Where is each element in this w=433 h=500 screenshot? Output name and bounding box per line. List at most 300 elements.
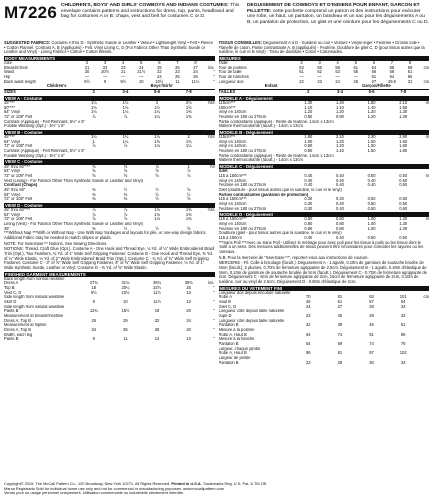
row-value: — [84, 74, 90, 80]
row-value: 21 [84, 64, 90, 70]
row-label: Pantalon B [218, 360, 239, 365]
row-value: 32 [154, 317, 160, 323]
row-value: 93 [369, 294, 374, 300]
row-value: ⅞ [123, 207, 128, 213]
row-value: 24 [157, 74, 162, 80]
sizes-label: SIZES [4, 90, 16, 95]
row-value: 64 [306, 331, 311, 337]
row-value: 1⅛ [154, 143, 160, 149]
row-value: 13 [186, 289, 191, 295]
english-column [4, 41, 215, 481]
row-unit: " [213, 299, 215, 305]
row-value: 1⅛ [122, 104, 129, 110]
row-value: 31 [407, 78, 413, 84]
row-label: Feutrine en 180 ou 275cm [218, 183, 267, 188]
row-value: 10½ [121, 289, 130, 295]
row-value: 10 [138, 78, 144, 84]
row-unit [419, 227, 429, 232]
row-value: ⅜ [92, 225, 96, 231]
row-value: 0.50 [399, 177, 408, 183]
row-value: 1⅜ [185, 207, 192, 213]
row-value: 2.30 [367, 134, 376, 140]
row-value: 1.30 [399, 113, 408, 119]
row-value: 57 [369, 299, 374, 305]
row-unit: " [213, 69, 215, 75]
row-value: 0.50 [367, 205, 376, 211]
size-group-b: Garçon/Fillette [362, 83, 391, 89]
row-label: Skirt D [4, 300, 17, 305]
row-value: 1.50 [367, 148, 376, 154]
row-value: 1¼ [122, 99, 129, 105]
suggested-fabrics [4, 41, 215, 55]
row-value: 27 [193, 64, 198, 70]
row-value: 33 [400, 359, 406, 365]
view-a-bar: VIEW A - Costume [4, 96, 215, 101]
size-value: 2 [307, 89, 310, 95]
french-column [219, 41, 430, 481]
row-value: 0.40 [304, 172, 313, 178]
row-value: 38 [154, 327, 160, 332]
row-value: 34 [91, 327, 97, 332]
row-value: 12 [154, 336, 160, 342]
row-value: 0.40 [304, 234, 313, 240]
view-d-bar: VIEW D - Costume [4, 203, 215, 208]
row-value: 7 [390, 60, 394, 66]
row-label: Dress A, Top B [4, 328, 32, 332]
row-value: 24 [138, 64, 144, 70]
row-value: 3 [103, 60, 107, 66]
row-label: Largeur, chaque jambe [218, 346, 261, 351]
row-value: 0.60 [399, 196, 408, 202]
footer-line-3 [4, 491, 429, 496]
content-columns [4, 41, 429, 481]
row-label: Vinyl en 140cm [218, 222, 247, 227]
row-value: ½ [155, 196, 159, 202]
row-value: 0.80 [335, 225, 344, 231]
row-value: 23 [175, 69, 180, 75]
row-value: 36¾ [153, 280, 162, 286]
row-value: 1 [92, 138, 95, 144]
row-value: 53 [299, 64, 304, 70]
row-value: ⅝ [123, 172, 128, 178]
row-value: 0.90 [304, 143, 313, 149]
row-value: 64 [400, 299, 406, 305]
row-value: 22 [299, 78, 304, 84]
row-unit: " [213, 78, 215, 84]
row-value: 97 [369, 350, 374, 356]
row-value: 0.40 [335, 182, 344, 188]
row-label: Vinyl en 140cm [218, 139, 247, 144]
row-label: Robe A [218, 295, 232, 300]
row-label: 54" Vinyl [4, 139, 20, 144]
row-value: 91 [337, 350, 343, 356]
printed-text: Printed in U.S.A. [171, 482, 202, 486]
row-value: ⅞ [123, 216, 128, 222]
row-value: 66 [389, 64, 395, 70]
row-value: 1.50 [367, 138, 376, 144]
row-value: 66 [407, 74, 413, 80]
row-value: 24 [306, 303, 311, 309]
row-value: ⅝ [186, 196, 191, 202]
row-label: Measurement at hipline [4, 323, 47, 328]
row-value: 51 [337, 299, 343, 305]
row-label: 45" thru 60"*** [4, 208, 31, 213]
row-label: Mesure à la hanche [218, 337, 255, 342]
row-label: Longueur dos depuis encolure naturelle [218, 290, 291, 295]
pattern-code: M7226 [4, 3, 57, 22]
view-d-lining: Lining (Vest) - For Fabrics Other Than Synthetic Suede or Leather and Vinyl) [4, 222, 143, 227]
row-value: 0.50 [399, 205, 408, 211]
mesures-bar: MESURES [219, 56, 430, 61]
row-value: 0.40 [304, 182, 313, 188]
row-value: ⅞ [92, 207, 96, 213]
row-value: 1⅞ [154, 134, 160, 140]
row-value: 22½ [153, 285, 162, 291]
row-value: 6 [372, 60, 375, 66]
row-value: 64 [306, 340, 311, 346]
row-value: 51 [299, 69, 304, 75]
row-value: — [353, 74, 358, 80]
row-label: Pantalon B [218, 323, 239, 328]
row-label: 115 à 150cm*** [218, 217, 247, 222]
modele-b-fusible: Matière thermocollante (facult.) - 14cm x 13cm [218, 158, 303, 163]
row-value: 61 [371, 74, 377, 80]
row-label: Breast/Chest [4, 65, 28, 70]
row-value: 2.10 [335, 134, 344, 140]
row-value: ⅜ [92, 191, 96, 197]
row-label: 115cm*** [218, 100, 236, 105]
row-value: ⅞ [92, 216, 96, 222]
row-value: 26 [175, 64, 180, 70]
row-value: ½ [155, 225, 159, 231]
row-value: 7 [176, 60, 179, 66]
row-label: Waist [4, 70, 15, 75]
row-value: 29 [123, 317, 128, 323]
row-label: 72" or 108" Felt [4, 197, 33, 202]
row-value: 79 [400, 340, 406, 346]
row-value: 2 [85, 60, 89, 66]
french-note-text: Vendu pour un usage personnel uniquement. Utilisation commerciale ou industrielle strictement interdite. [4, 491, 184, 496]
row-value: 11½ [153, 289, 161, 295]
row-value: 51 [400, 322, 406, 328]
row-value: 1.50 [399, 104, 408, 110]
row-value: 0.50 [399, 200, 408, 206]
row-value: 74 [369, 340, 374, 346]
row-value: 10½ [155, 78, 164, 84]
row-value: ½ [123, 225, 128, 231]
row-label: Vinyl en 140cm [218, 144, 247, 149]
row-value: 31¾ [121, 280, 130, 286]
row-value: — [139, 74, 144, 80]
nap-note-fr: ***Sans Poil ***Avec ou Sans Poil - Utilisez le métrage pour avec poil pour les tissus à poils ou les tissus dont le motif a un sens. Des mesures additionnelles de tissus peuvent être nécessaires pour coïncider les rayures ou les carreaux. [218, 239, 424, 254]
row-value: 40 [186, 327, 191, 332]
row-unit: m [425, 172, 429, 178]
row-value: 26 [193, 74, 198, 80]
row-value: ½ [155, 191, 159, 197]
row-value: 1.80 [367, 99, 376, 105]
row-unit [419, 183, 429, 188]
row-value: ⅝ [155, 168, 159, 174]
row-value: 1.20 [335, 138, 344, 144]
size-value: 5-6 [154, 89, 161, 95]
row-label: Largeur de jambe [218, 355, 251, 360]
sizes-row [4, 90, 215, 95]
tissus-conseilles [219, 41, 430, 55]
row-unit [205, 174, 215, 179]
row-value: 13 [186, 336, 191, 342]
row-value: 0.40 [335, 177, 344, 183]
row-label: Longueur côté depuis taille naturelle [218, 318, 285, 323]
row-value: 1⅛ [154, 211, 160, 217]
row-value: ⅞ [123, 113, 128, 119]
row-value: 1.20 [335, 143, 344, 149]
row-value: ½ [123, 186, 128, 192]
row-value: ⅝ [186, 186, 191, 192]
table-row [219, 361, 430, 366]
row-value: ⅝ [123, 168, 128, 174]
row-value: 34 [186, 317, 191, 323]
table-row [4, 337, 215, 342]
row-value: 61 [353, 64, 359, 70]
row-unit: Yds [207, 134, 215, 140]
row-value: 25 [186, 285, 191, 291]
row-value: 13 [186, 299, 191, 305]
row-label: Tour de hanches [218, 75, 249, 80]
row-value: 30 [369, 359, 374, 365]
row-value: 0.50 [399, 172, 408, 178]
row-label: Taille [218, 61, 228, 66]
row-value: 1¼ [154, 109, 160, 115]
finished-measurements-bar: FINISHED GARMENT MEASUREMENTS [4, 272, 215, 277]
row-value: 0.40 [335, 205, 344, 211]
row-value: 1.00 [367, 216, 376, 222]
modele-a-contrast: Partie contrastante (appliqué) - Reste de feutrine, 14cm x 13cm [218, 119, 334, 124]
title-french-note: cette pochette comprend un patron et des instructions pour exécuter une robe, un haut, un pantalon, un bandeau et un sac pour les déguisements A ou B; un pantalon de protection, un gilet et une ceinture pour les déguisements C ou D. [247, 8, 429, 25]
row-value: ⅞ [155, 163, 159, 169]
row-label: 45"*** [4, 135, 15, 140]
row-value: 1.00 [367, 225, 376, 231]
row-unit: " [213, 289, 215, 295]
row-value: 5 [354, 60, 357, 66]
row-value: 74 [337, 331, 343, 337]
row-value: 1⅜ [185, 113, 192, 119]
row-value: 0.80 [335, 221, 344, 227]
note-fr: N.B. Pour la mercerie de "Sew-Ease™", reportez-vous aux instructions de couture. [218, 254, 369, 260]
row-value: 1¼ [154, 113, 160, 119]
modele-c-doublure: Gilet (doublure - pour tissus autres que la suédine, le cuir et le vinyl) [218, 187, 342, 192]
row-label: Feutrine en 180 ou 275cm [218, 149, 267, 154]
row-value: 1⅝ [154, 138, 160, 144]
row-label: 54" Vinyl [4, 212, 20, 217]
row-unit: " [213, 74, 215, 80]
row-value: 0.30 [304, 205, 313, 211]
row-value: 2 [155, 99, 159, 105]
row-value: ⅝ [92, 168, 96, 174]
title-english-main: CHILDREN'S, BOYS' AND GIRLS' COWBOYS AND INDIANS COSTUMES: [60, 3, 229, 8]
tissus-head: TISSUS CONSEILLES: [218, 41, 262, 45]
row-value: 1.80 [304, 134, 313, 140]
row-unit: Yds [207, 99, 215, 105]
modele-a-bar: MODELE A - Déguisement [219, 96, 430, 101]
row-label: Feutrine en 180 ou 275cm [218, 226, 267, 231]
row-label: 72" or 108" Felt [4, 217, 33, 222]
row-value: 0.50 [367, 196, 376, 202]
row-value: ⅜ [92, 196, 96, 202]
row-unit: Yds [207, 207, 215, 213]
row-value: 69 [407, 64, 413, 70]
sizes-label: TAILLES [218, 90, 236, 95]
row-value: 33 [400, 313, 406, 319]
row-value: 1.20 [304, 109, 313, 115]
row-value: ⅝ [92, 163, 96, 169]
row-value: 46 [369, 322, 374, 328]
title-english-note: This envelope contains patterns and instructions for dress, top, pants, headband and bag for costumes A or B; chaps, vest and belt for costumes C or D. [60, 3, 240, 20]
row-value: 46 [306, 299, 311, 305]
row-value: 53 [335, 69, 340, 75]
row-label: 45" [4, 226, 11, 231]
row-value: 39 [337, 322, 343, 328]
row-value: 2 [300, 60, 303, 66]
row-label: Vinyl en 140cm [218, 178, 247, 183]
row-unit [205, 197, 215, 202]
row-unit: " [213, 336, 215, 342]
nap-note: ***Without Nap ***With or Without Nap - Use With Nap Yardages and layouts for pile, or one-way design fabrics. Additional Fabric may be needed to match stripes or plaids. [4, 230, 207, 240]
modele-b-bar: MODELE B - Déguisement [219, 130, 430, 135]
row-value: 8½ [84, 78, 90, 84]
row-value: 1⅜ [185, 211, 192, 217]
row-value: 1¼ [90, 134, 97, 140]
modele-a-fusible: Matière thermocollante (facult.) - 14cm x 13cm [218, 124, 303, 129]
row-value: — [121, 74, 126, 80]
row-value: 1.10 [335, 148, 344, 154]
row-value: 1⅛ [154, 216, 160, 222]
row-label: Robe A, Haut B [218, 351, 247, 356]
row-value: 25 [353, 78, 359, 84]
trademarks-text: Trademarks Reg. U.S. Pat. & TM Off. [202, 482, 267, 486]
row-unit: ins. [208, 64, 215, 70]
row-value: 15½ [121, 308, 130, 314]
row-value: 0.80 [335, 113, 344, 119]
row-value: 1⅛ [154, 207, 160, 213]
row-label: 45" thru 60" [4, 187, 26, 192]
row-value: 24 [335, 78, 340, 84]
modele-c-contr: Parties contrastantes (pantalon de protection) [218, 192, 309, 197]
row-value: 22 [102, 64, 108, 70]
row-value: 25 [157, 64, 162, 70]
row-value: 1.00 [304, 138, 313, 144]
size-value: 3-4 [336, 89, 343, 95]
row-value: 32 [306, 322, 311, 328]
row-value: 1¼ [185, 143, 192, 149]
row-label: 54" Vinyl [4, 169, 20, 174]
row-value: 28 [337, 359, 343, 365]
row-label: Width, each leg [4, 332, 33, 337]
row-value: — [299, 74, 304, 80]
view-c-vest: Vest (Lining) - For Fabrics Other Than Synthetic Suede or Leather and Vinyl) [4, 178, 143, 183]
row-value: 1.10 [335, 104, 344, 110]
row-value: 1⅜ [185, 109, 192, 115]
row-value: 1¾ [185, 138, 192, 144]
row-value: ½ [155, 186, 159, 192]
row-value: 27 [371, 78, 377, 84]
row-value: 27¾ [89, 280, 98, 286]
row-value: 1¼ [122, 134, 129, 140]
row-value: 1⅛ [122, 109, 129, 115]
row-value: 56 [371, 69, 377, 75]
row-value: 0.40 [335, 234, 344, 240]
size-value: 7-8 [400, 89, 407, 95]
row-value: 33 [400, 303, 406, 309]
row-value: 55 [353, 69, 359, 75]
tissus-text: Déguisement A à D - Suédine ou cuir • Velours • Vinyle léger • Feutrine • Grosse toile • Flanelle de coton. Partie contrastante A, B (appliqués) - Feutrine. Doublure de gilet C, D (pour tissus autres que la suédine, le cuir et le vinyl) - Tissu de doublure • Coton • Cotonnades. [218, 41, 425, 55]
row-value: 1.30 [399, 109, 408, 115]
title-french [247, 3, 429, 25]
sizes-row [219, 90, 430, 95]
row-value: 64 [371, 64, 377, 70]
row-label: Jupe D [218, 314, 232, 319]
row-value: 39¾ [184, 280, 193, 286]
mercerie: MERCERIE - Fil. Colle à bricolage (facult.). Déguisement A - 1 agrafe, 0.10m de garniture de soutache brodée de 6mm (facult.), 2 plumes, 0.70m de fermeture agrippante de 2.5cm. Déguisement B - 1 agrafe, 0.40m d'élastique de 6mm, 0.10m de garniture de soutache brodée de 5cm (facult.). Déguisement C - 0.70m de fermeture agrippante de 2cm. Déguisement C - 8cm de fermeture agrippante de 2cm, 15cm de fermeture agrippante de 2cm, 0.10m de suédine, cuir ou vinyl de 2.5cm. Déguisement D - 0.80m d'élastique de 2cm. [218, 260, 427, 284]
table-row [219, 207, 430, 212]
row-value: 6 [158, 60, 161, 66]
row-value: 0.80 [335, 216, 344, 222]
row-value: 1.30 [304, 99, 313, 105]
row-unit [205, 144, 215, 149]
row-value: ½ [186, 191, 191, 197]
row-value: 0.40 [367, 182, 376, 188]
row-value: ⅝ [186, 225, 191, 231]
row-value: 1.10 [304, 104, 313, 110]
row-value: 23 [306, 359, 311, 365]
row-label: Vest C, D [4, 290, 22, 295]
row-label: Mesure à la poitrine [218, 328, 255, 332]
row-unit: " [213, 308, 215, 314]
row-value: 29 [369, 313, 374, 319]
row-value: 69 [337, 340, 343, 346]
note-see: NOTE: For Sew-Ease™ Notions, See Sewing Directions. [4, 240, 108, 246]
row-unit: m [425, 216, 429, 222]
row-label: Robe A, Haut B [218, 332, 247, 337]
row-value: — [335, 74, 340, 80]
row-value: 24 [193, 69, 198, 75]
row-value: 58 [389, 69, 395, 75]
row-unit [419, 361, 429, 366]
row-value: 9½ [120, 78, 127, 84]
row-value: 22 [157, 69, 162, 75]
row-value: 2.90 [399, 134, 408, 140]
row-label: Side length from natural waistline [4, 304, 65, 309]
copyright-text: Copyright© 2015, The McCall Pattern Co., 120 Broadway, New York 10271. All Rights Reserved. [4, 482, 171, 486]
row-value: ⅜ [123, 191, 128, 197]
row-unit [419, 207, 429, 212]
row-value: 81 [337, 294, 343, 300]
row-value: 3 [318, 60, 321, 66]
row-value: 0.80 [304, 113, 313, 119]
row-label: 72" or 108" Felt [4, 114, 33, 119]
row-label: 60"*** [4, 105, 15, 110]
row-value: 81 [369, 331, 374, 337]
title-english [61, 3, 243, 20]
modele-d-bar: MODELE D - Déguisement [219, 212, 430, 217]
row-value: 1.20 [335, 109, 344, 115]
row-value: 0.40 [335, 172, 344, 178]
row-unit: Yd [209, 163, 215, 169]
row-value: 86 [306, 350, 311, 356]
row-label: 115 à 150cm [218, 235, 242, 240]
row-label: Vinyl en 140cm [218, 110, 247, 115]
row-value: ⅝ [92, 172, 96, 178]
row-label: Pants B [4, 309, 19, 314]
